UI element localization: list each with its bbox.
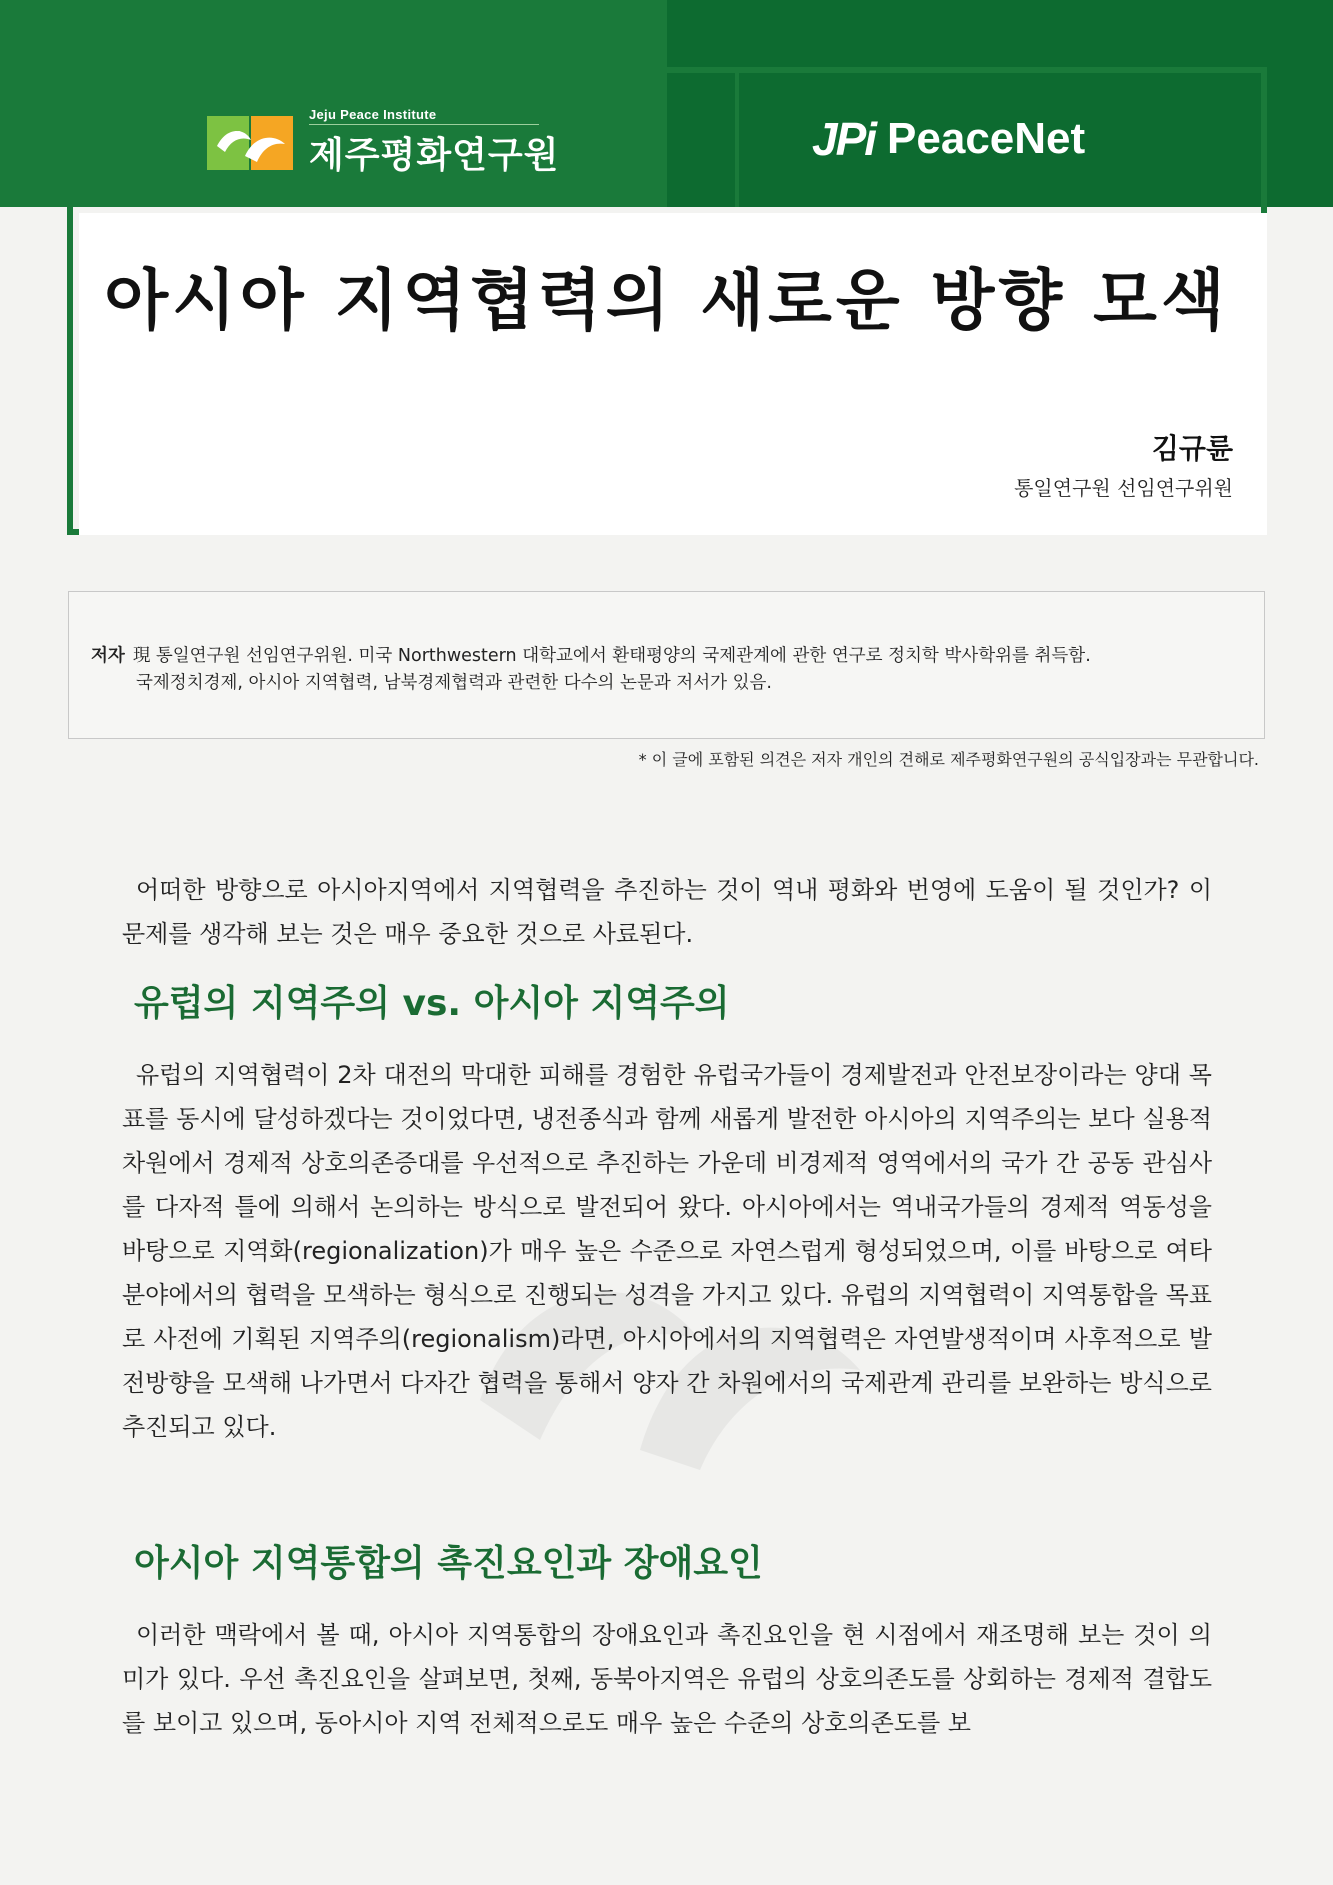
bio-line-2: 국제정치경제, 아시아 지역협력, 남북경제협력과 관련한 다수의 논문과 저서가 있음.: [136, 673, 772, 693]
jpi-logo-mark: JPi: [812, 113, 876, 165]
section-body-1: 유럽의 지역협력이 2차 대전의 막대한 피해를 경험한 유럽국가들이 경제발전과 안전보장이라는 양대 목표를 동시에 달성하겠다는 것이었다면, 냉전종식과 함께 새롭게 발전한 아시아의 지역주의는 보다 실용적 차원에서 경제적 상호의존증대를 우선적으로 추진하는 가운데 비경제적 영역에서의 국가 간 공동 관심사를 다자적 틀에 의해서 논의하는 방식으로 발전되어 왔다. 아시아에서는 역내국가들의 경제적 역동성을 바탕으로 지역화(regionalization)가 매우 높은 수준으로 자연스럽게 형성되었으며, 이를 바탕으로 여타 분야에서의 협력을 모색하는 형식으로 진행되는 성격을 가지고 있다. 유럽의 지역협력이 지역통합을 목표로 사전에 기획된 지역주의(regionalism)라면, 아시아에서의 지역협력은 자연발생적이며 사후적으로 발전방향을 모색해 나가면서 다자간 협력을 통해서 양자 간 차원에서의 국제관계 관리를 보완하는 방식으로 추진되고 있다.: [122, 1061, 1212, 1441]
bio-text-1: 現 통일연구원 선임연구위원. 미국 Northwestern 대학교에서 환태평양의 국제관계에 관한 연구로 정치학 박사학위를 취득함.: [132, 646, 1091, 666]
section-heading-2: 아시아 지역통합의 촉진요인과 장애요인: [134, 1543, 763, 1584]
disclaimer-note: * 이 글에 포함된 의견은 저자 개인의 견해로 제주평화연구원의 공식입장과는 무관합니다.: [638, 750, 1259, 769]
jeju-peace-institute-logo[interactable]: [205, 107, 559, 178]
section-heading-1: 유럽의 지역주의 vs. 아시아 지역주의: [134, 983, 730, 1024]
header-divider: [735, 73, 739, 207]
intro-paragraph: 어떠한 방향으로 아시아지역에서 지역협력을 추진하는 것이 역내 평화와 번영에 도움이 될 것인가? 이 문제를 생각해 보는 것은 매우 중요한 것으로 사료된다.: [122, 876, 1212, 948]
author-position: 통일연구원 선임연구위원: [1014, 476, 1233, 500]
author-name: 김규륜: [1151, 432, 1233, 465]
logo-korean-name: 제주평화연구원: [309, 135, 560, 176]
peacenet-logo[interactable]: [812, 112, 1085, 166]
bio-line-1: [91, 642, 1091, 667]
doves-logo-icon: [205, 112, 297, 174]
author-bio-box: [68, 591, 1265, 739]
section-body-2: 이러한 맥락에서 볼 때, 아시아 지역통합의 장애요인과 촉진요인을 현 시점에서 재조명해 보는 것이 의미가 있다. 우선 촉진요인을 살펴보면, 첫째, 동북아지역은 유럽의 상호의존도를 상회하는 경제적 결합도를 보이고 있으며, 동아시아 지역 전체적으로도 매우 높은 수준의 상호의존도를 보: [122, 1621, 1212, 1737]
logo-english-name: Jeju Peace Institute: [309, 107, 539, 125]
bio-label: 저자: [91, 646, 125, 666]
peacenet-logo-text: PeaceNet: [887, 114, 1086, 163]
page-title: 아시아 지역협력의 새로운 방향 모색: [104, 262, 1229, 339]
